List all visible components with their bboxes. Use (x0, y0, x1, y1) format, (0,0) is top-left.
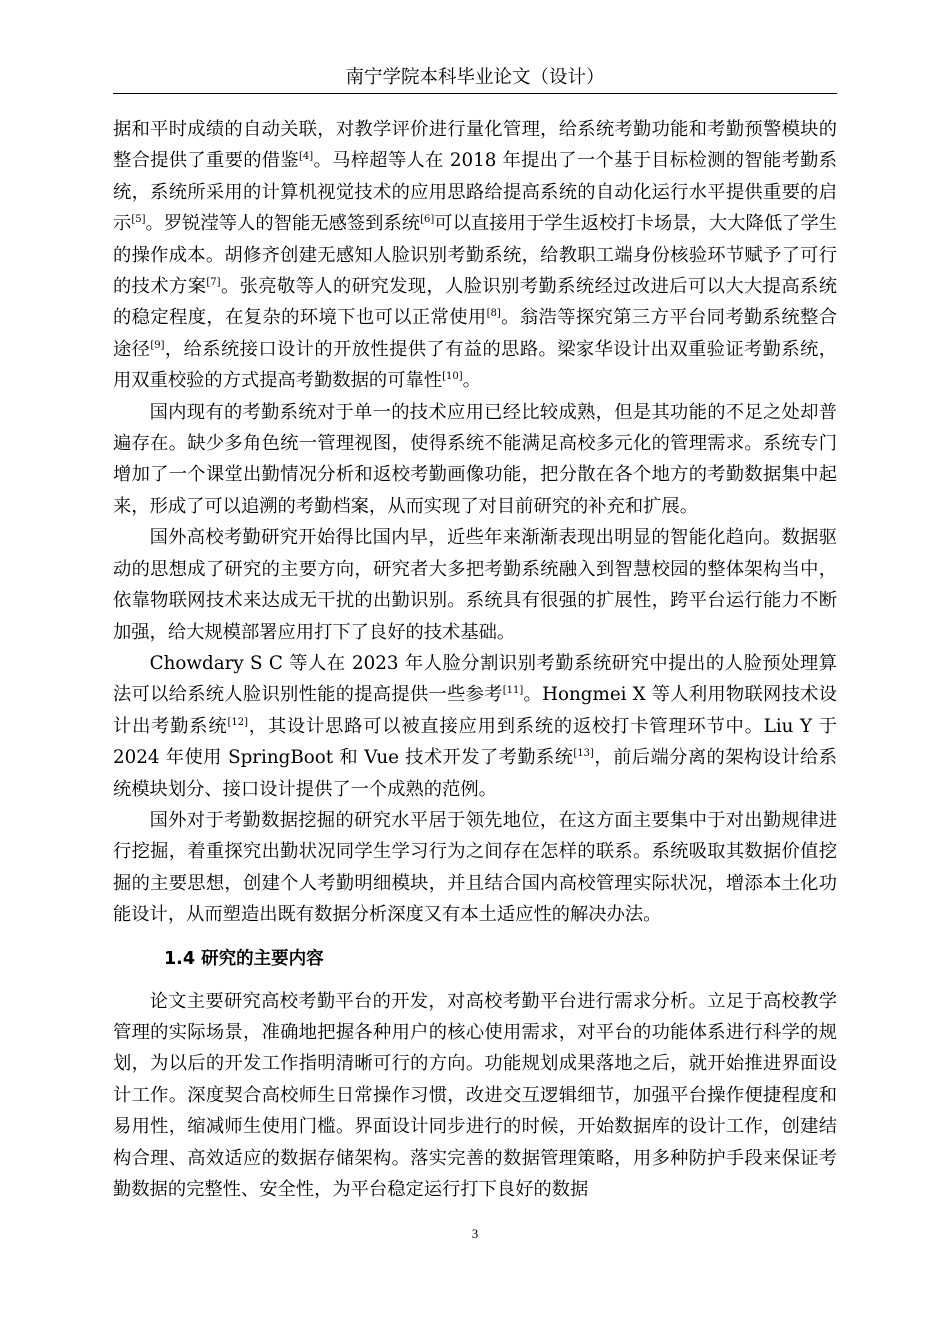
paragraph-6: 论文主要研究高校考勤平台的开发，对高校考勤平台进行需求分析。立足于高校教学管理的实际场景，准确地把握各种用户的核心使用需求，对平台的功能体系进行科学的规划，为以后的开发工作指明清晰可行的方向。功能规划成果落地之后，就开始推进界面设计工作。深度契合高校师生日常操作习惯，改进交互逻辑细节，加强平台操作便捷程度和易用性，缩减师生使用门槛。界面设计同步进行的时候，开始数据库的设计工作，创建结构合理、高效适应的数据存储架构。落实完善的数据管理策略，用多种防护手段来保证考勤数据的完整性、安全性，为平台稳定运行打下良好的数据 (113, 990, 837, 1200)
text-run: 。Hongmei X 等人利用物联网技术设计出考勤系统 (113, 684, 838, 737)
paragraph-5: 国外对于考勤数据挖掘的研究水平居于领先地位，在这方面主要集中于对出勤规律进行挖掘，着重探究出勤状况同学生学习行为之间存在怎样的联系。系统吸取其数据价值挖掘的主要思想，创建个人考勤明细模块，并且结合国内高校管理实际状况，增添本土化功能设计，从而塑造出既有数据分析深度又有本土适应性的解决办法。 (113, 809, 837, 926)
paragraph-4 (113, 648, 837, 805)
citation-ref: [7] (206, 277, 221, 289)
citation-ref: [13] (573, 748, 594, 760)
paragraph-3: 国外高校考勤研究开始得比国内早，近些年来渐渐表现出明显的智能化趋向。数据驱动的思想成了研究的主要方向，研究者大多把考勤系统融入到智慧校园的整体架构当中，依靠物联网技术来达成无干扰的出勤识别。系统具有很强的扩展性，跨平台运行能力不断加强，给大规模部署应用打下了良好的技术基础。 (113, 527, 837, 643)
citation-ref: [5] (131, 214, 146, 226)
citation-ref: [11] (502, 685, 524, 697)
citation-ref: [6] (420, 214, 435, 226)
section-heading: 1.4 研究的主要内容 (164, 948, 324, 969)
text-run: ，前后端分离的架构设计给系统模块划分、接口设计提供了一个成熟的范例。 (113, 747, 838, 800)
text-run: ，给系统接口设计的开放性提供了有益的思路。梁家华设计出双重验证考勤系统，用双重校验的方式提高考勤数据的可靠性 (113, 338, 837, 392)
text-run: 据和平时成绩的自动关联，对教学评价进行量化管理，给系统考勤功能和考勤预警模块的整合提供了重要的借鉴 (113, 119, 837, 172)
page-body (113, 114, 837, 1205)
page-header-title: 南宁学院本科毕业论文（设计） (345, 67, 605, 88)
citation-ref: [9] (150, 339, 165, 351)
paragraph-1 (113, 114, 837, 397)
text-run: Chowdary S C 等人在 2023 年人脸分割识别考勤系统研究中提出的人脸预处理算法可以给系统人脸识别性能的提高提供一些参考 (113, 652, 837, 706)
text-run: 。罗锐滢等人的智能无感签到系统 (145, 213, 421, 235)
page-number: 3 (471, 1226, 479, 1241)
text-run: 。 (462, 370, 481, 392)
text-run: 可以直接用于学生返校打卡场景，大大降低了学生的操作成本。胡修齐创建无感知人脸识别考勤系统，给教职工端身份核验环节赋予了可行的技术方案 (113, 213, 838, 298)
text-run: ，其设计思路可以被直接应用到系统的返校打卡管理环节中。Liu Y 于 2024 年使用 SpringBoot 和 Vue 技术开发了考勤系统 (113, 715, 838, 769)
header-divider (113, 93, 837, 94)
citation-ref: [8] (486, 308, 501, 320)
text-run: 。翁浩等探究第三方平台同考勤系统整合途径 (113, 307, 837, 360)
citation-ref: [10] (442, 371, 463, 383)
text-run: 。张亮敬等人的研究发现，人脸识别考勤系统经过改进后可以大大提高系统的稳定程度，在复杂的环境下也可以正常使用 (113, 276, 838, 329)
text-run: 。马梓超等人在 2018 年提出了一个基于目标检测的智能考勤系统，系统所采用的计算机视觉技术的应用思路给提高系统的自动化运行水平提供重要的启示 (113, 150, 837, 235)
paragraph-2: 国内现有的考勤系统对于单一的技术应用已经比较成熟，但是其功能的不足之处却普遍存在。缺少多角色统一管理视图，使得系统不能满足高校多元化的管理需求。系统专门增加了一个课堂出勤情况分析和返校考勤画像功能，把分散在各个地方的考勤数据集中起来，形成了可以追溯的考勤档案，从而实现了对目前研究的补充和扩展。 (113, 401, 837, 517)
citation-ref: [4] (299, 151, 314, 163)
citation-ref: [12] (227, 716, 248, 728)
